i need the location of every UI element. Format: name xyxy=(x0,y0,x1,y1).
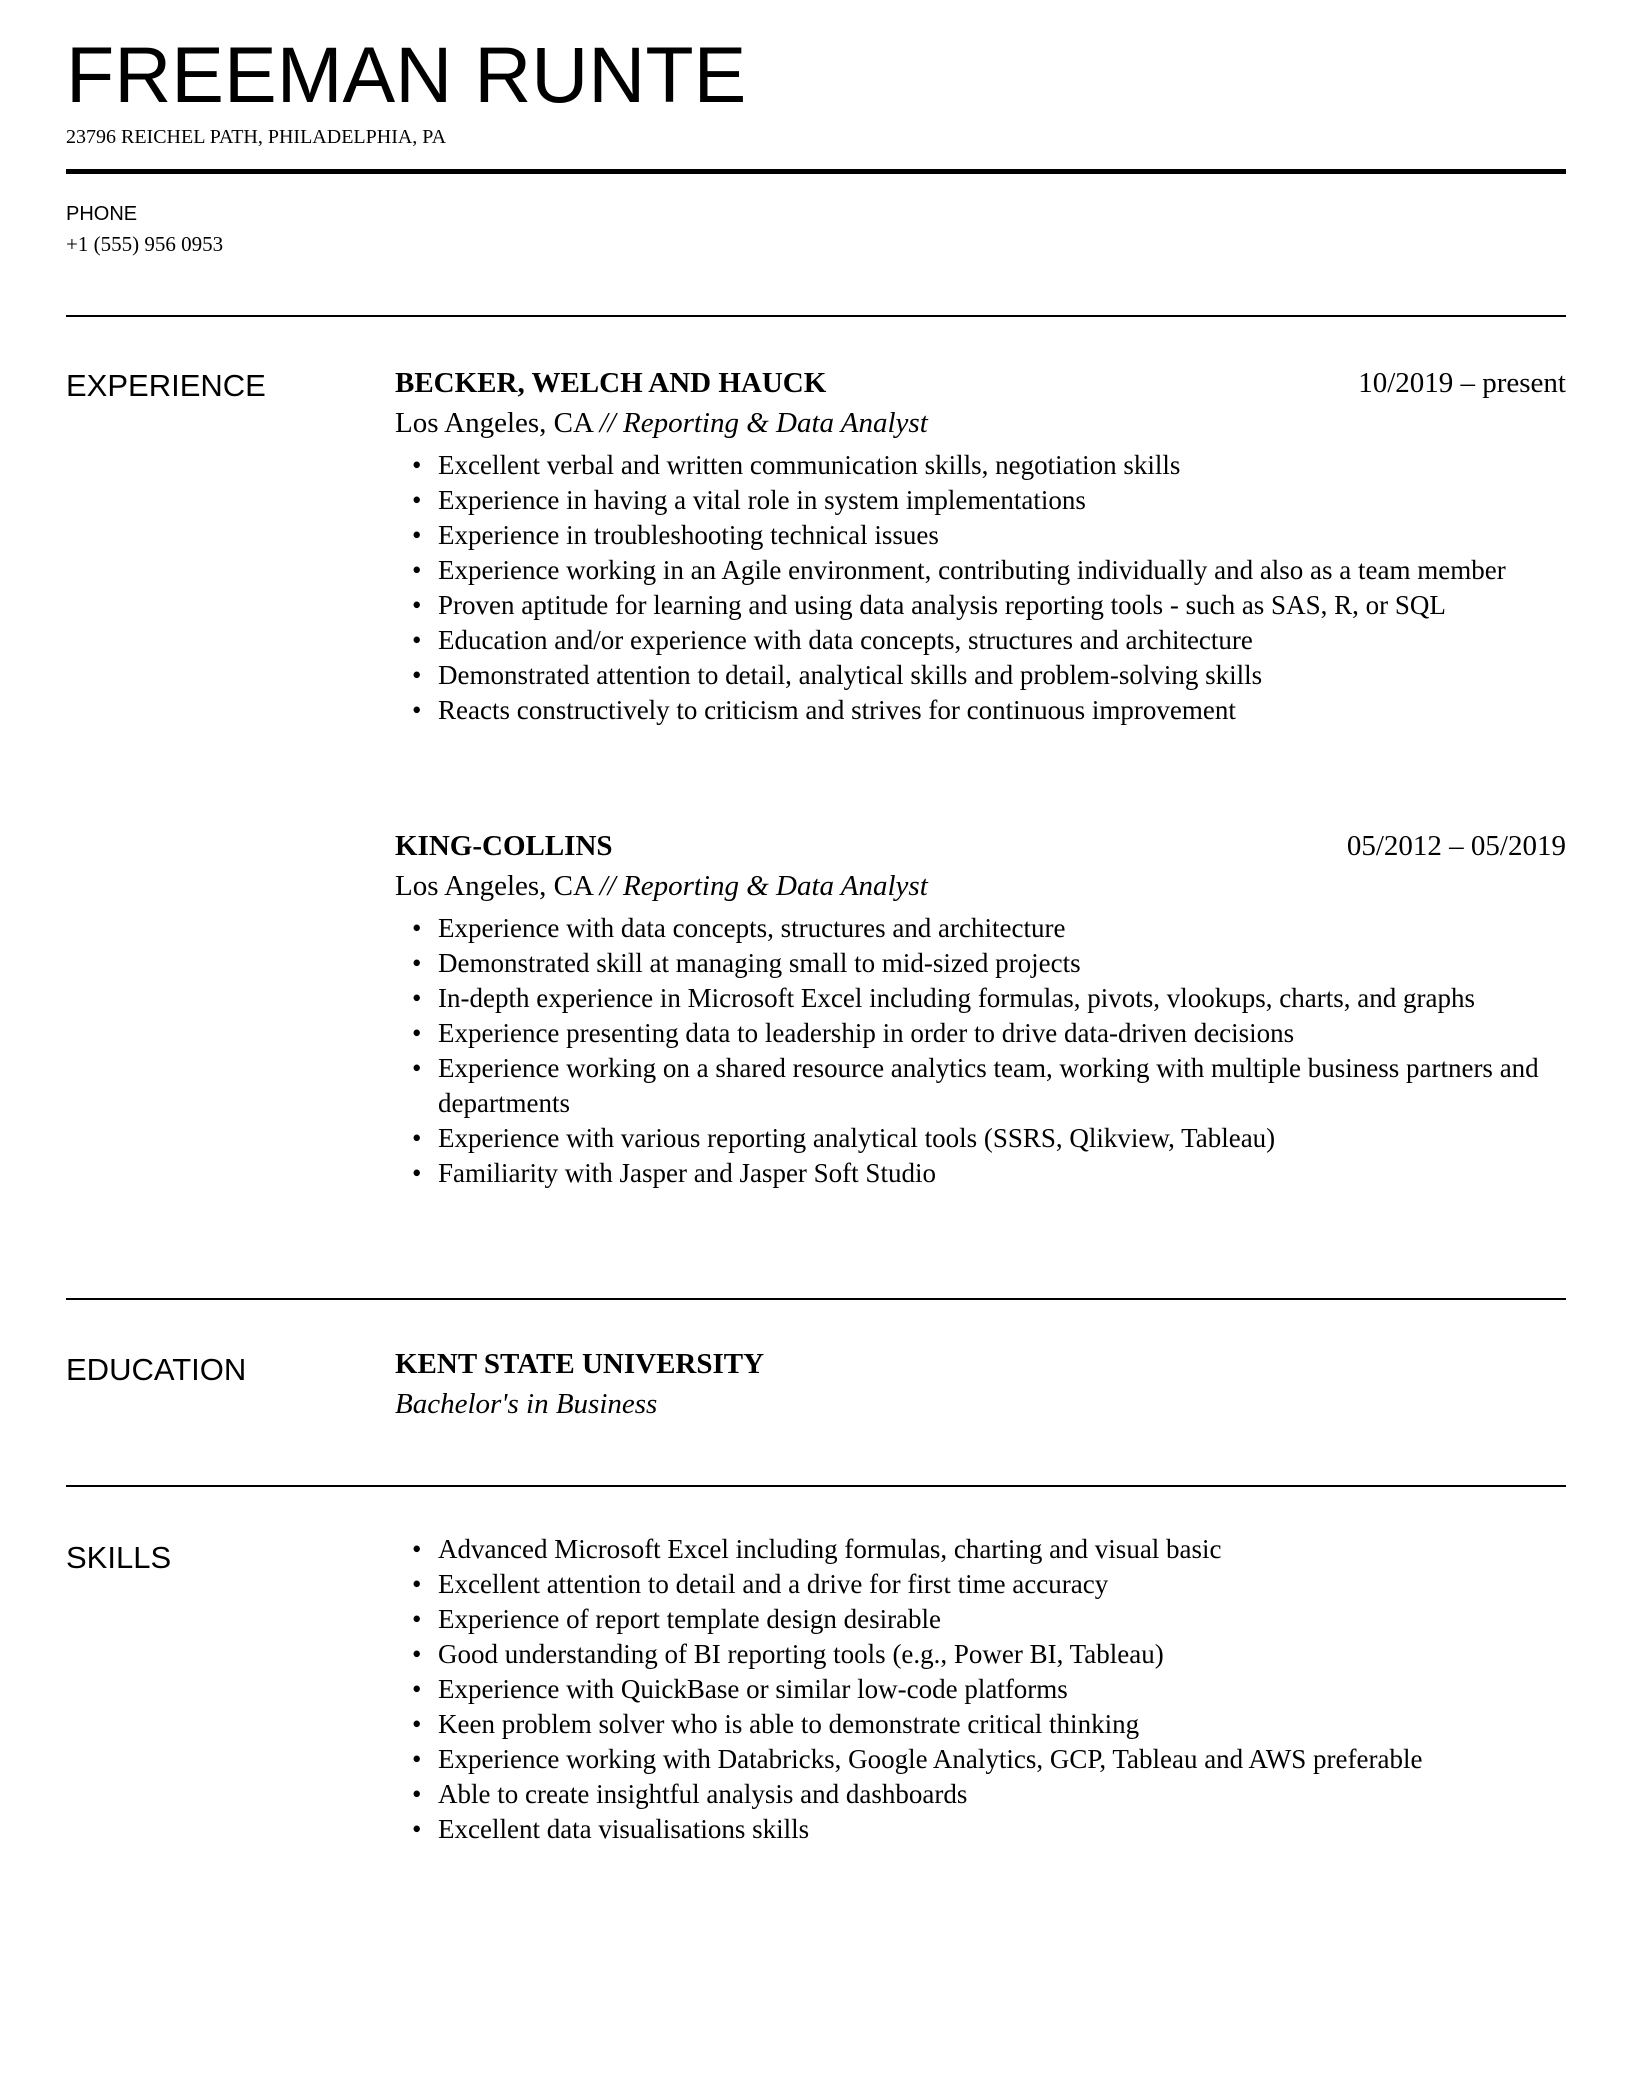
list-item: • Reacts constructively to criticism and strives for continuous improvement xyxy=(438,693,1566,728)
list-item: • Proven aptitude for learning and using data analysis reporting tools - such as SAS, R, or SQL xyxy=(438,588,1566,623)
job-bullets xyxy=(395,911,1566,1191)
job-entry xyxy=(395,829,1566,1191)
job-location: Los Angeles, CA xyxy=(395,870,593,902)
job-subline xyxy=(395,869,1566,903)
contact-block xyxy=(66,203,223,257)
skills-heading: SKILLS xyxy=(66,1540,172,1575)
job-dates: 10/2019 – present xyxy=(1358,367,1566,399)
education-school: KENT STATE UNIVERSITY xyxy=(395,1348,765,1380)
list-item: • Excellent verbal and written communication skills, negotiation skills xyxy=(438,448,1566,483)
list-item: • Good understanding of BI reporting tools (e.g., Power BI, Tableau) xyxy=(438,1637,1566,1672)
job-location: Los Angeles, CA xyxy=(395,407,593,439)
list-item: • Demonstrated attention to detail, analytical skills and problem-solving skills xyxy=(438,658,1566,693)
list-item: • Able to create insightful analysis and dashboards xyxy=(438,1777,1566,1812)
skills-list-container xyxy=(395,1532,1566,1847)
job-role: Reporting & Data Analyst xyxy=(623,870,928,902)
job-separator: // xyxy=(599,870,623,902)
list-item: • Experience working in an Agile environment, contributing individually and also as a team member xyxy=(438,553,1566,588)
experience-heading: EXPERIENCE xyxy=(66,368,266,403)
list-item: • Experience with data concepts, structures and architecture xyxy=(438,911,1566,946)
job-bullets xyxy=(395,448,1566,728)
list-item: • In-depth experience in Microsoft Excel including formulas, pivots, vlookups, charts, and graphs xyxy=(438,981,1566,1016)
list-item: • Experience with various reporting analytical tools (SSRS, Qlikview, Tableau) xyxy=(438,1121,1566,1156)
job-dates: 05/2012 – 05/2019 xyxy=(1346,830,1566,862)
phone-label: PHONE xyxy=(66,203,138,225)
job-role: Reporting & Data Analyst xyxy=(623,407,928,439)
job-company: BECKER, WELCH AND HAUCK xyxy=(395,367,827,399)
section-divider xyxy=(66,1485,1566,1487)
list-item: • Familiarity with Jasper and Jasper Soft Studio xyxy=(438,1156,1566,1191)
education-heading: EDUCATION xyxy=(66,1352,247,1387)
candidate-address: 23796 REICHEL PATH, PHILADELPHIA, PA xyxy=(66,126,447,148)
list-item: • Experience working on a shared resource analytics team, working with multiple business partners and departments xyxy=(438,1051,1566,1121)
section-divider xyxy=(66,315,1566,317)
list-item: • Excellent data visualisations skills xyxy=(438,1812,1566,1847)
list-item: • Experience with QuickBase or similar low-code platforms xyxy=(438,1672,1566,1707)
list-item: • Keen problem solver who is able to demonstrate critical thinking xyxy=(438,1707,1566,1742)
skills-list xyxy=(395,1532,1566,1847)
job-entry xyxy=(395,366,1566,728)
job-subline xyxy=(395,406,1566,440)
list-item: • Excellent attention to detail and a drive for first time accuracy xyxy=(438,1567,1566,1602)
list-item: • Experience presenting data to leadership in order to drive data-driven decisions xyxy=(438,1016,1566,1051)
job-company: KING-COLLINS xyxy=(395,830,613,862)
list-item: • Demonstrated skill at managing small to mid-sized projects xyxy=(438,946,1566,981)
resume-header xyxy=(66,30,1566,149)
education-degree: Bachelor's in Business xyxy=(395,1388,658,1420)
list-item: • Experience in having a vital role in system implementations xyxy=(438,483,1566,518)
education-entry xyxy=(395,1347,1566,1421)
list-item: • Experience in troubleshooting technical issues xyxy=(438,518,1566,553)
list-item: • Experience of report template design desirable xyxy=(438,1602,1566,1637)
phone-value: +1 (555) 956 0953 xyxy=(66,232,224,256)
list-item: • Advanced Microsoft Excel including formulas, charting and visual basic xyxy=(438,1532,1566,1567)
candidate-name: FREEMAN RUNTE xyxy=(66,30,747,119)
header-divider xyxy=(66,169,1566,174)
section-divider xyxy=(66,1298,1566,1300)
list-item: • Experience working with Databricks, Google Analytics, GCP, Tableau and AWS preferable xyxy=(438,1742,1566,1777)
job-separator: // xyxy=(599,407,623,439)
list-item: • Education and/or experience with data concepts, structures and architecture xyxy=(438,623,1566,658)
